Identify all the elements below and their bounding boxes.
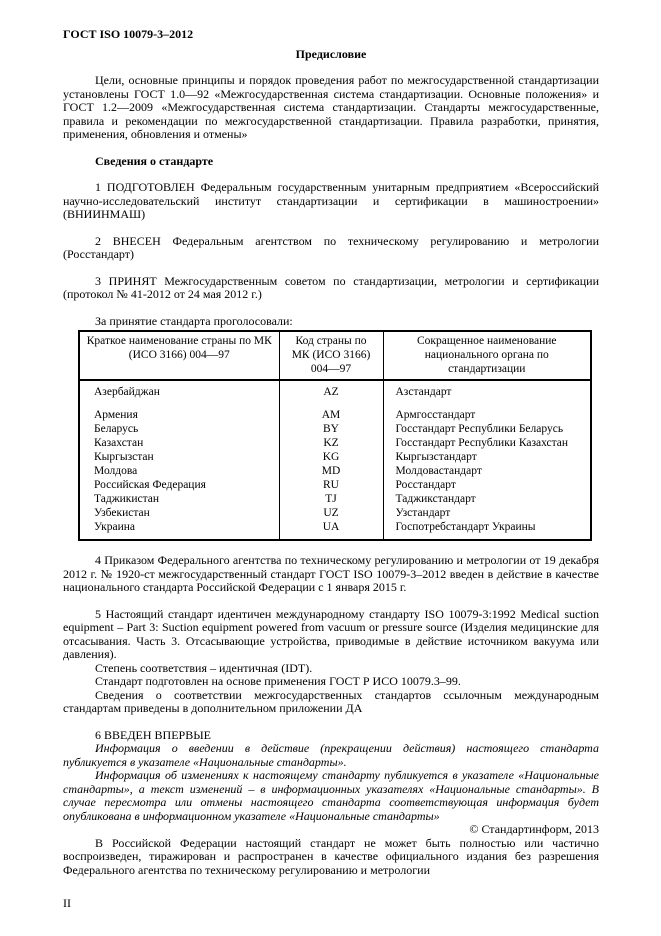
cell-country: Украина — [79, 520, 279, 540]
cell-country-code: MD — [279, 464, 383, 478]
paragraph-item-5-identical: 5 Настоящий стандарт идентичен международному стандарту ISO 10079-3:1992 Medical suction equipment – Part 3: Suction equipment powered from vacuum or pressure source (Изделия медицинские для отсасывания. Часть 3. Отсасывающие устройства, приводимые в действие источником вакуума или давления). — [63, 606, 599, 661]
column-header-code: Код страны по МК (ИСО 3166) 004—97 — [279, 331, 383, 380]
cell-national-org: Азстандарт — [383, 380, 591, 408]
table-row — [79, 520, 591, 540]
cell-country-code: KZ — [279, 436, 383, 450]
cell-national-org: Молдовастандарт — [383, 464, 591, 478]
cell-national-org: Кыргызстандарт — [383, 450, 591, 464]
table-row — [79, 380, 591, 408]
table-header-row — [79, 331, 591, 380]
copyright-notice: © Стандартинформ, 2013 — [469, 822, 599, 836]
cell-national-org: Росстандарт — [383, 478, 591, 492]
line-prepared-on-basis: Стандарт подготовлен на основе применения ГОСТ Р ИСО 10079.3–99. — [95, 674, 461, 688]
column-header-org: Сокращенное наименование национального органа по стандартизации — [383, 331, 591, 380]
cell-national-org: Госстандарт Республики Казахстан — [383, 436, 591, 450]
paragraph-info-amendments: Информация об изменениях к настоящему стандарту публикуется в указателе «Национальные стандарты», а текст изменений – в информационных указателях «Национальные стандарты». В случае пересмотра или отмены настоящего стандарта соответствующая информация будет опубликована в информационном указателе «Национальные стандарты» — [63, 768, 599, 823]
paragraph-item-2-submitted: 2 ВНЕСЕН Федеральным агентством по техническому регулированию и метрологии (Росстандарт) — [63, 233, 599, 261]
cell-country: Таджикистан — [79, 492, 279, 506]
table-row — [79, 464, 591, 478]
table-row — [79, 478, 591, 492]
cell-national-org: Армгосстандарт — [383, 408, 591, 422]
cell-national-org: Таджикстандарт — [383, 492, 591, 506]
doc-number: ГОСТ ISO 10079-3–2012 — [63, 27, 194, 41]
page-number: II — [63, 895, 71, 910]
paragraph-item-6-first-introduced: 6 ВВЕДЕН ВПЕРВЫЕ — [95, 727, 211, 742]
paragraph-info-publication: Информация о введении в действие (прекращении действия) настоящего стандарта публикуется в указателе «Национальные стандарты». — [63, 741, 599, 769]
cell-country-code: AZ — [279, 380, 383, 408]
cell-country-code: AM — [279, 408, 383, 422]
paragraph-item-1-prepared: 1 ПОДГОТОВЛЕН Федеральным государственным унитарным предприятием «Всероссийский научно-исследовательский институт стандартизации и сертификации в машиностроении» (ВНИИНМАШ) — [63, 180, 599, 221]
paragraph-item-3-adopted: 3 ПРИНЯТ Межгосударственным советом по стандартизации, метрологии и сертификации (протокол № 41-2012 от 24 мая 2012 г.) — [63, 273, 599, 301]
table-row — [79, 450, 591, 464]
cell-country: Узбекистан — [79, 506, 279, 520]
cell-national-org: Госпотребстандарт Украины — [383, 520, 591, 540]
cell-country-code: BY — [279, 422, 383, 436]
cell-country-code: UZ — [279, 506, 383, 520]
voting-table-body — [79, 380, 591, 540]
table-row — [79, 492, 591, 506]
line-degree-of-conformity: Степень соответствия – идентичная (IDT). — [95, 660, 313, 675]
cell-country-code: TJ — [279, 492, 383, 506]
page-title: Предисловие — [295, 46, 367, 61]
column-header-country: Краткое наименование страны по МК (ИСО 3166) 004—97 — [79, 331, 279, 380]
cell-national-org: Госстандарт Республики Беларусь — [383, 422, 591, 436]
table-row — [79, 436, 591, 450]
cell-country: Армения — [79, 408, 279, 422]
cell-country: Казахстан — [79, 436, 279, 450]
voting-table-header — [79, 331, 591, 380]
paragraph-correspondence-info: Сведения о соответствии межгосударственных стандартов ссылочным международным стандартам приведены в дополнительном приложении ДА — [63, 687, 599, 715]
cell-country: Российская Федерация — [79, 478, 279, 492]
cell-country: Кыргызстан — [79, 450, 279, 464]
section-heading-about-standard: Сведения о стандарте — [95, 153, 214, 168]
cell-country-code: UA — [279, 520, 383, 540]
cell-country: Молдова — [79, 464, 279, 478]
paragraph-goals: Цели, основные принципы и порядок проведения работ по межгосударственной стандартизации установлены ГОСТ 1.0—92 «Межгосударственная система стандартизации. Основные положения» и ГОСТ 1.2—2009 «Межгосударственная система стандартизации. Стандарты межгосударственные, правила и рекомендации по межгосударственной стандартизации. Правила разработки, принятия, применения, обновления и отмены» — [63, 73, 599, 141]
cell-country: Азербайджан — [79, 380, 279, 408]
cell-national-org: Узстандарт — [383, 506, 591, 520]
voting-table-intro: За принятие стандарта проголосовали: — [95, 313, 293, 328]
paragraph-reproduction-restriction: В Российской Федерации настоящий стандарт не может быть полностью или частично воспроизведен, тиражирован и распространен в качестве официального издания без разрешения Федерального агентства по техническому регулированию и метрологии — [63, 835, 599, 877]
cell-country-code: RU — [279, 478, 383, 492]
cell-country-code: KG — [279, 450, 383, 464]
table-row — [79, 422, 591, 436]
table-row — [79, 408, 591, 422]
voting-table — [78, 330, 592, 541]
table-row — [79, 506, 591, 520]
cell-country: Беларусь — [79, 422, 279, 436]
paragraph-item-4-order: 4 Приказом Федерального агентства по техническому регулированию и метрологии от 19 декабря 2012 г. № 1920-ст межгосударственный стандарт ГОСТ ISO 10079-3–2012 введен в действие в качестве национального стандарта Российской Федерации с 1 января 2015 г. — [63, 553, 599, 594]
